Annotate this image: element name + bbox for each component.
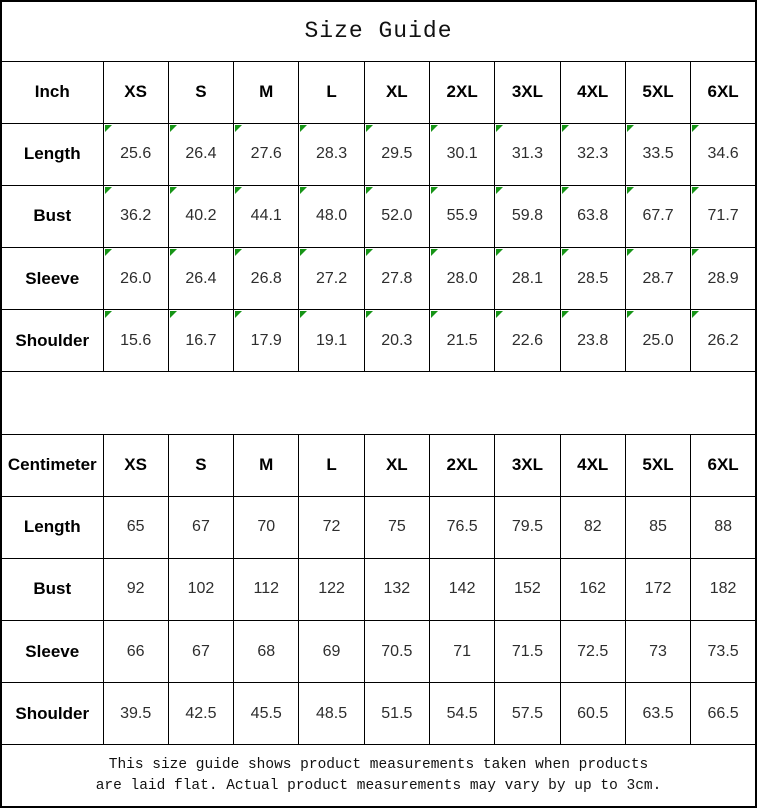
measurement-value-cell: 72 bbox=[299, 496, 364, 558]
measurement-value-cell: 68 bbox=[234, 620, 299, 682]
size-column-header: 4XL bbox=[560, 434, 625, 496]
cell-flag-triangle-icon bbox=[692, 187, 699, 194]
cell-flag-triangle-icon bbox=[170, 249, 177, 256]
measurement-label-cell: Length bbox=[1, 496, 103, 558]
measurement-value-cell: 17.9 bbox=[234, 310, 299, 372]
measurement-value-cell: 28.5 bbox=[560, 248, 625, 310]
measurement-value-cell: 31.3 bbox=[495, 123, 560, 185]
measurement-value-cell: 52.0 bbox=[364, 185, 429, 247]
spacer-row bbox=[1, 372, 756, 434]
cell-flag-triangle-icon bbox=[627, 249, 634, 256]
measurement-value-cell: 27.2 bbox=[299, 248, 364, 310]
measurement-value-cell: 76.5 bbox=[429, 496, 494, 558]
cell-flag-triangle-icon bbox=[366, 125, 373, 132]
measurement-value-cell: 26.0 bbox=[103, 248, 168, 310]
cell-flag-triangle-icon bbox=[105, 125, 112, 132]
size-column-header: S bbox=[168, 434, 233, 496]
measurement-value-cell: 54.5 bbox=[429, 683, 494, 745]
cell-flag-triangle-icon bbox=[366, 311, 373, 318]
measurement-value-cell: 21.5 bbox=[429, 310, 494, 372]
measurement-label-cell: Length bbox=[1, 123, 103, 185]
cell-flag-triangle-icon bbox=[692, 311, 699, 318]
measurement-value-cell: 162 bbox=[560, 558, 625, 620]
cell-flag-triangle-icon bbox=[562, 311, 569, 318]
measurement-value-cell: 45.5 bbox=[234, 683, 299, 745]
measurement-value-cell: 55.9 bbox=[429, 185, 494, 247]
measurement-value-cell: 92 bbox=[103, 558, 168, 620]
size-column-header: L bbox=[299, 61, 364, 123]
measurement-row bbox=[1, 620, 756, 682]
measurement-label-cell: Shoulder bbox=[1, 683, 103, 745]
measurement-value-cell: 132 bbox=[364, 558, 429, 620]
cell-flag-triangle-icon bbox=[431, 311, 438, 318]
measurement-value-cell: 27.8 bbox=[364, 248, 429, 310]
cell-flag-triangle-icon bbox=[627, 187, 634, 194]
measurement-value-cell: 28.1 bbox=[495, 248, 560, 310]
measurement-value-cell: 33.5 bbox=[625, 123, 690, 185]
measurement-value-cell: 71 bbox=[429, 620, 494, 682]
measurement-row bbox=[1, 185, 756, 247]
cell-flag-triangle-icon bbox=[692, 249, 699, 256]
cell-flag-triangle-icon bbox=[170, 187, 177, 194]
measurement-value-cell: 26.2 bbox=[691, 310, 756, 372]
centimeter-table-body bbox=[1, 434, 756, 745]
measurement-value-cell: 32.3 bbox=[560, 123, 625, 185]
cell-flag-triangle-icon bbox=[627, 311, 634, 318]
measurement-value-cell: 63.5 bbox=[625, 683, 690, 745]
cell-flag-triangle-icon bbox=[496, 311, 503, 318]
measurement-value-cell: 75 bbox=[364, 496, 429, 558]
size-column-header: M bbox=[234, 61, 299, 123]
measurement-value-cell: 73.5 bbox=[691, 620, 756, 682]
measurement-value-cell: 19.1 bbox=[299, 310, 364, 372]
size-header-row bbox=[1, 434, 756, 496]
size-column-header: XL bbox=[364, 61, 429, 123]
measurement-value-cell: 102 bbox=[168, 558, 233, 620]
measurement-value-cell: 66 bbox=[103, 620, 168, 682]
measurement-value-cell: 48.0 bbox=[299, 185, 364, 247]
cell-flag-triangle-icon bbox=[496, 187, 503, 194]
cell-flag-triangle-icon bbox=[431, 249, 438, 256]
measurement-value-cell: 172 bbox=[625, 558, 690, 620]
measurement-value-cell: 51.5 bbox=[364, 683, 429, 745]
cell-flag-triangle-icon bbox=[105, 249, 112, 256]
measurement-row bbox=[1, 558, 756, 620]
cell-flag-triangle-icon bbox=[562, 125, 569, 132]
footer-note-line1: This size guide shows product measurements taken when products bbox=[108, 756, 649, 773]
measurement-value-cell: 39.5 bbox=[103, 683, 168, 745]
measurement-value-cell: 22.6 bbox=[495, 310, 560, 372]
measurement-value-cell: 112 bbox=[234, 558, 299, 620]
unit-label-cell: Inch bbox=[1, 61, 103, 123]
measurement-value-cell: 48.5 bbox=[299, 683, 364, 745]
size-header-row bbox=[1, 61, 756, 123]
measurement-value-cell: 142 bbox=[429, 558, 494, 620]
measurement-value-cell: 20.3 bbox=[364, 310, 429, 372]
measurement-value-cell: 40.2 bbox=[168, 185, 233, 247]
cell-flag-triangle-icon bbox=[235, 125, 242, 132]
measurement-value-cell: 79.5 bbox=[495, 496, 560, 558]
cell-flag-triangle-icon bbox=[170, 125, 177, 132]
cell-flag-triangle-icon bbox=[300, 125, 307, 132]
measurement-value-cell: 26.4 bbox=[168, 123, 233, 185]
measurement-value-cell: 42.5 bbox=[168, 683, 233, 745]
measurement-value-cell: 16.7 bbox=[168, 310, 233, 372]
size-column-header: XL bbox=[364, 434, 429, 496]
measurement-value-cell: 23.8 bbox=[560, 310, 625, 372]
cell-flag-triangle-icon bbox=[562, 249, 569, 256]
measurement-row bbox=[1, 496, 756, 558]
size-column-header: 2XL bbox=[429, 61, 494, 123]
cell-flag-triangle-icon bbox=[496, 249, 503, 256]
measurement-value-cell: 65 bbox=[103, 496, 168, 558]
measurement-row bbox=[1, 248, 756, 310]
measurement-value-cell: 67.7 bbox=[625, 185, 690, 247]
measurement-value-cell: 73 bbox=[625, 620, 690, 682]
measurement-value-cell: 34.6 bbox=[691, 123, 756, 185]
cell-flag-triangle-icon bbox=[300, 249, 307, 256]
measurement-label-cell: Bust bbox=[1, 558, 103, 620]
measurement-value-cell: 27.6 bbox=[234, 123, 299, 185]
measurement-value-cell: 70.5 bbox=[364, 620, 429, 682]
measurement-value-cell: 71.5 bbox=[495, 620, 560, 682]
measurement-value-cell: 30.1 bbox=[429, 123, 494, 185]
measurement-value-cell: 15.6 bbox=[103, 310, 168, 372]
cell-flag-triangle-icon bbox=[431, 125, 438, 132]
measurement-value-cell: 88 bbox=[691, 496, 756, 558]
measurement-label-cell: Sleeve bbox=[1, 620, 103, 682]
size-column-header: 3XL bbox=[495, 434, 560, 496]
measurement-value-cell: 71.7 bbox=[691, 185, 756, 247]
cell-flag-triangle-icon bbox=[431, 187, 438, 194]
cell-flag-triangle-icon bbox=[235, 187, 242, 194]
size-column-header: 6XL bbox=[691, 61, 756, 123]
measurement-value-cell: 25.6 bbox=[103, 123, 168, 185]
size-column-header: 3XL bbox=[495, 61, 560, 123]
cell-flag-triangle-icon bbox=[627, 125, 634, 132]
measurement-value-cell: 69 bbox=[299, 620, 364, 682]
cell-flag-triangle-icon bbox=[300, 187, 307, 194]
size-column-header: M bbox=[234, 434, 299, 496]
measurement-value-cell: 72.5 bbox=[560, 620, 625, 682]
measurement-row bbox=[1, 310, 756, 372]
measurement-label-cell: Bust bbox=[1, 185, 103, 247]
measurement-value-cell: 26.4 bbox=[168, 248, 233, 310]
measurement-value-cell: 28.7 bbox=[625, 248, 690, 310]
size-column-header: L bbox=[299, 434, 364, 496]
measurement-value-cell: 28.0 bbox=[429, 248, 494, 310]
measurement-value-cell: 36.2 bbox=[103, 185, 168, 247]
cell-flag-triangle-icon bbox=[170, 311, 177, 318]
measurement-label-cell: Sleeve bbox=[1, 248, 103, 310]
size-column-header: 5XL bbox=[625, 434, 690, 496]
measurement-row bbox=[1, 123, 756, 185]
measurement-value-cell: 28.3 bbox=[299, 123, 364, 185]
cell-flag-triangle-icon bbox=[692, 125, 699, 132]
cell-flag-triangle-icon bbox=[235, 249, 242, 256]
inch-table-body bbox=[1, 61, 756, 372]
footer-note bbox=[1, 745, 756, 807]
measurement-value-cell: 182 bbox=[691, 558, 756, 620]
measurement-value-cell: 66.5 bbox=[691, 683, 756, 745]
measurement-value-cell: 70 bbox=[234, 496, 299, 558]
cell-flag-triangle-icon bbox=[105, 187, 112, 194]
cell-flag-triangle-icon bbox=[366, 187, 373, 194]
cell-flag-triangle-icon bbox=[300, 311, 307, 318]
page-title: Size Guide bbox=[1, 1, 756, 61]
measurement-value-cell: 67 bbox=[168, 620, 233, 682]
size-column-header: 4XL bbox=[560, 61, 625, 123]
measurement-label-cell: Shoulder bbox=[1, 310, 103, 372]
size-column-header: XS bbox=[103, 61, 168, 123]
size-column-header: 6XL bbox=[691, 434, 756, 496]
cell-flag-triangle-icon bbox=[562, 187, 569, 194]
size-column-header: 5XL bbox=[625, 61, 690, 123]
measurement-value-cell: 85 bbox=[625, 496, 690, 558]
measurement-value-cell: 44.1 bbox=[234, 185, 299, 247]
measurement-value-cell: 57.5 bbox=[495, 683, 560, 745]
size-column-header: S bbox=[168, 61, 233, 123]
measurement-value-cell: 152 bbox=[495, 558, 560, 620]
cell-flag-triangle-icon bbox=[235, 311, 242, 318]
size-column-header: XS bbox=[103, 434, 168, 496]
unit-label-cell: Centimeter bbox=[1, 434, 103, 496]
cell-flag-triangle-icon bbox=[366, 249, 373, 256]
measurement-value-cell: 59.8 bbox=[495, 185, 560, 247]
measurement-value-cell: 122 bbox=[299, 558, 364, 620]
footer-note-line2: are laid flat. Actual product measurements may vary by up to 3cm. bbox=[95, 777, 662, 794]
cell-flag-triangle-icon bbox=[496, 125, 503, 132]
size-column-header: 2XL bbox=[429, 434, 494, 496]
measurement-value-cell: 63.8 bbox=[560, 185, 625, 247]
measurement-value-cell: 28.9 bbox=[691, 248, 756, 310]
measurement-value-cell: 67 bbox=[168, 496, 233, 558]
measurement-value-cell: 26.8 bbox=[234, 248, 299, 310]
measurement-value-cell: 82 bbox=[560, 496, 625, 558]
cell-flag-triangle-icon bbox=[105, 311, 112, 318]
measurement-row bbox=[1, 683, 756, 745]
measurement-value-cell: 29.5 bbox=[364, 123, 429, 185]
measurement-value-cell: 60.5 bbox=[560, 683, 625, 745]
measurement-value-cell: 25.0 bbox=[625, 310, 690, 372]
